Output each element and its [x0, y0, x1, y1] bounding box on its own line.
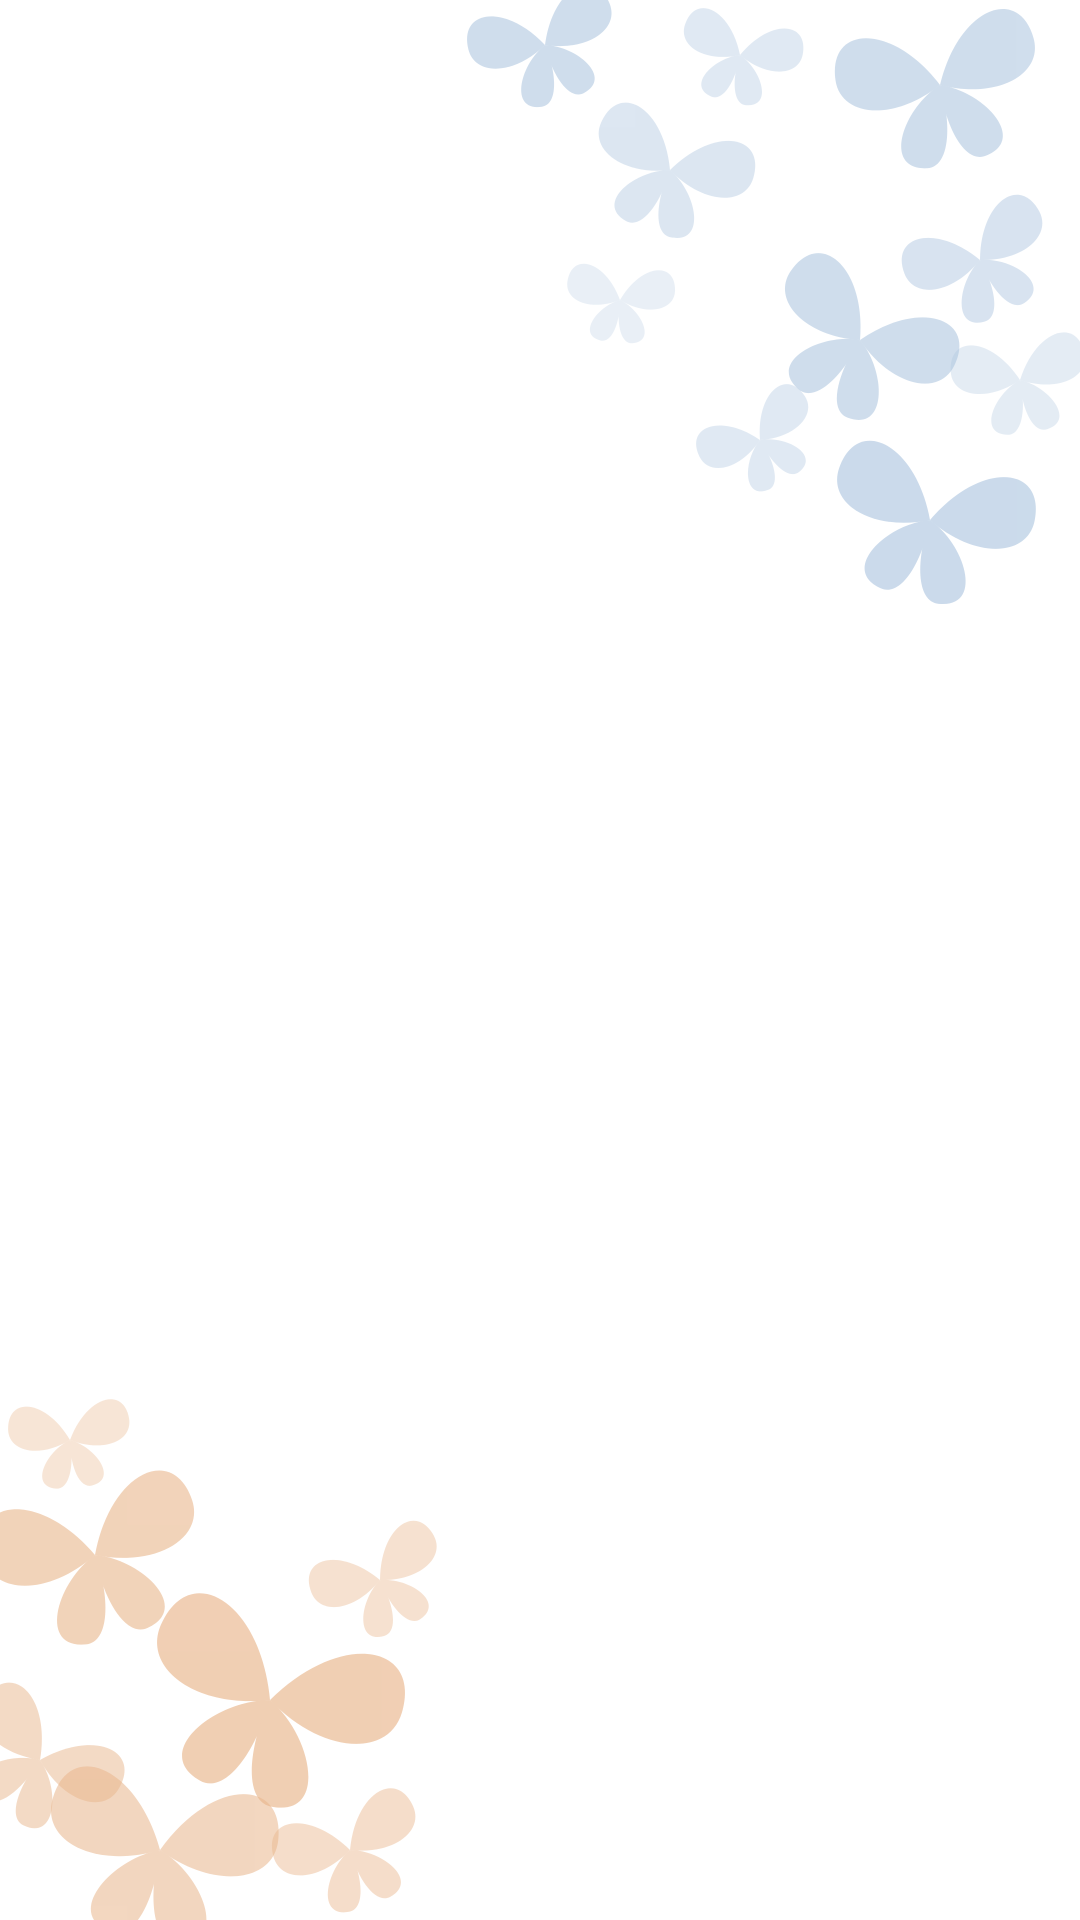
bottom-butterflies	[0, 1398, 463, 1920]
top-butterflies	[460, 0, 1080, 623]
